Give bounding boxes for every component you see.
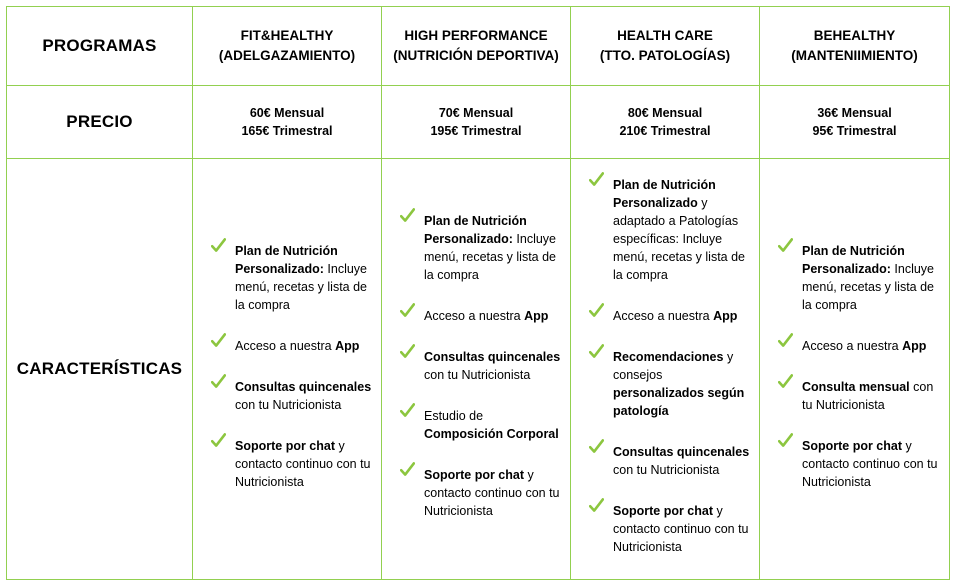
program-header-cell	[382, 7, 571, 86]
feature-text	[235, 378, 375, 414]
checkmark-icon	[778, 433, 802, 451]
checkmark-icon	[778, 238, 802, 256]
checkmark-icon	[589, 498, 613, 516]
feature-text-segment: con tu Nutricionista	[235, 397, 342, 412]
program-name: FIT&HEALTHY	[240, 28, 334, 43]
feature-text-bold: Composición Corporal	[424, 427, 559, 441]
feature-text	[613, 443, 753, 479]
feature-text-bold: App	[335, 338, 360, 353]
feature-text	[802, 378, 943, 414]
program-subtitle: (TTO. PATOLOGÍAS)	[599, 48, 731, 63]
program-subtitle: (MANTENIIMIENTO)	[791, 48, 918, 63]
feature-item	[589, 348, 753, 420]
feature-text-bold: Consultas quincenales	[424, 350, 561, 364]
feature-item	[400, 466, 564, 520]
feature-list	[193, 225, 381, 491]
feature-text-segment: y contacto continuo con tu Nutricionista	[424, 468, 560, 518]
price-monthly: 60€ Mensual	[249, 106, 325, 120]
feature-item	[211, 378, 375, 414]
checkmark-icon	[589, 303, 613, 321]
feature-text-segment: con tu Nutricionista	[424, 368, 531, 382]
feature-item	[589, 502, 753, 556]
feature-text-segment: y contacto continuo con tu Nutricionista	[235, 438, 371, 489]
program-name: HIGH PERFORMANCE	[404, 28, 548, 43]
feature-text-segment: con tu Nutricionista	[613, 463, 720, 477]
price-monthly: 36€ Mensual	[817, 106, 892, 120]
feature-list	[571, 159, 759, 556]
features-cell	[760, 159, 950, 580]
feature-text-bold: Soporte por chat	[235, 438, 336, 453]
checkmark-icon	[211, 333, 235, 351]
feature-text-segment: y contacto continuo con tu Nutricionista	[802, 438, 938, 489]
price-quarterly: 95€ Trimestral	[812, 124, 897, 138]
features-row-label: CARACTERÍSTICAS	[7, 159, 193, 580]
feature-text	[235, 242, 375, 314]
feature-text-bold: Plan de Nutrición Personalizado	[613, 178, 716, 210]
feature-text-bold: Soporte por chat	[802, 438, 903, 453]
program-name: HEALTH CARE	[617, 28, 713, 43]
feature-text-bold: Soporte por chat	[424, 468, 525, 482]
price-row-label: PRECIO	[7, 86, 193, 159]
feature-text	[424, 212, 564, 284]
feature-text	[424, 307, 564, 325]
price-cell	[571, 86, 760, 159]
price-monthly: 70€ Mensual	[438, 106, 514, 120]
feature-item	[589, 176, 753, 284]
feature-text-bold: Soporte por chat	[613, 504, 714, 518]
feature-list	[760, 225, 949, 491]
pricing-table	[6, 6, 950, 580]
feature-text-bold: Recomendaciones	[613, 350, 724, 364]
program-subtitle: (ADELGAZAMIENTO)	[218, 48, 356, 63]
feature-text-bold: Consultas quincenales	[235, 379, 372, 394]
checkmark-icon	[400, 303, 424, 321]
feature-text	[802, 242, 943, 314]
feature-item	[400, 307, 564, 325]
feature-text	[613, 307, 753, 325]
checkmark-icon	[211, 374, 235, 392]
feature-text-bold: Plan de Nutrición Personalizado:	[424, 214, 527, 246]
program-name: BEHEALTHY	[813, 28, 896, 43]
program-header-cell	[760, 7, 950, 86]
program-header-cell	[193, 7, 382, 86]
feature-text	[613, 348, 753, 420]
feature-item	[400, 212, 564, 284]
feature-text-segment: Acceso a nuestra	[802, 338, 903, 353]
feature-item	[400, 348, 564, 384]
feature-text-bold: personalizados según patología	[613, 386, 745, 418]
feature-text-bold: App	[902, 338, 927, 353]
feature-text-segment: Acceso a nuestra	[613, 309, 714, 323]
feature-item	[589, 307, 753, 325]
feature-text-segment: Incluye menú, recetas y lista de la compra	[802, 261, 935, 312]
programs-row-label: PROGRAMAS	[7, 7, 193, 86]
program-subtitle: (NUTRICIÓN DEPORTIVA)	[393, 48, 559, 63]
feature-text	[802, 437, 943, 491]
feature-text-segment: y adaptado a Patologías específicas: Incluye menú, recetas y lista de la compra	[613, 196, 746, 282]
checkmark-icon	[400, 208, 424, 226]
price-cell	[760, 86, 950, 159]
checkmark-icon	[211, 238, 235, 256]
checkmark-icon	[778, 333, 802, 351]
feature-text	[235, 437, 375, 491]
checkmark-icon	[400, 462, 424, 480]
feature-list	[382, 195, 570, 520]
feature-text	[235, 337, 375, 355]
features-cell	[571, 159, 760, 580]
feature-item	[778, 337, 943, 355]
features-row	[7, 159, 950, 580]
feature-text-segment: y consejos	[613, 350, 734, 382]
feature-item	[589, 443, 753, 479]
feature-text-segment: Incluye menú, recetas y lista de la compra	[424, 232, 557, 282]
feature-item	[400, 407, 564, 443]
feature-text-bold: Plan de Nutrición Personalizado:	[235, 243, 338, 276]
feature-text-bold: App	[524, 309, 549, 323]
feature-text-bold: Plan de Nutrición Personalizado:	[802, 243, 905, 276]
feature-item	[778, 378, 943, 414]
price-quarterly: 195€ Trimestral	[430, 124, 522, 138]
checkmark-icon	[778, 374, 802, 392]
price-quarterly: 165€ Trimestral	[241, 124, 333, 138]
checkmark-icon	[589, 344, 613, 362]
features-cell	[193, 159, 382, 580]
feature-text-segment: con tu Nutricionista	[802, 379, 934, 412]
feature-text-bold: App	[713, 309, 738, 323]
feature-text	[424, 348, 564, 384]
feature-item	[778, 437, 943, 491]
price-quarterly: 210€ Trimestral	[619, 124, 711, 138]
programs-row	[7, 7, 950, 86]
feature-text-bold: Consulta mensual	[802, 379, 910, 394]
checkmark-icon	[589, 172, 613, 190]
feature-text-segment: Acceso a nuestra	[235, 338, 336, 353]
checkmark-icon	[211, 433, 235, 451]
price-monthly: 80€ Mensual	[627, 106, 703, 120]
price-row	[7, 86, 950, 159]
feature-item	[211, 242, 375, 314]
program-header-cell	[571, 7, 760, 86]
features-cell	[382, 159, 571, 580]
feature-text	[613, 502, 753, 556]
feature-item	[778, 242, 943, 314]
feature-text-segment: Incluye menú, recetas y lista de la compra	[235, 261, 368, 312]
feature-text-bold: Consultas quincenales	[613, 445, 750, 459]
checkmark-icon	[400, 403, 424, 421]
price-cell	[193, 86, 382, 159]
feature-item	[211, 337, 375, 355]
feature-text	[424, 466, 564, 520]
price-cell	[382, 86, 571, 159]
feature-item	[211, 437, 375, 491]
feature-text-segment: Estudio de	[424, 409, 484, 423]
feature-text	[802, 337, 943, 355]
feature-text-segment: Acceso a nuestra	[424, 309, 525, 323]
checkmark-icon	[589, 439, 613, 457]
checkmark-icon	[400, 344, 424, 362]
feature-text	[613, 176, 753, 284]
feature-text-segment: y contacto continuo con tu Nutricionista	[613, 504, 749, 554]
feature-text	[424, 407, 564, 443]
